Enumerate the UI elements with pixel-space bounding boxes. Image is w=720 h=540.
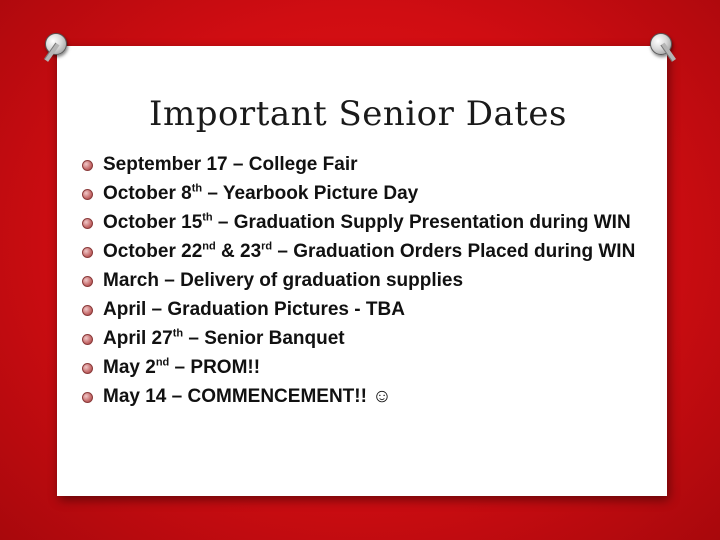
list-item: April 27th – Senior Banquet	[80, 326, 640, 352]
page-title: Important Senior Dates	[149, 94, 567, 134]
bullet-icon	[82, 392, 93, 403]
bullet-icon	[82, 247, 93, 258]
list-item: October 8th – Yearbook Picture Day	[80, 181, 640, 207]
list-item: September 17 – College Fair	[80, 152, 640, 178]
list-item: May 2nd – PROM!!	[80, 355, 640, 381]
bullet-icon	[82, 189, 93, 200]
list-item: April – Graduation Pictures - TBA	[80, 297, 640, 323]
bullet-icon	[82, 334, 93, 345]
bullet-icon	[82, 305, 93, 316]
bullet-icon	[82, 363, 93, 374]
list-item: October 22nd & 23rd – Graduation Orders Placed during WIN	[80, 239, 640, 265]
list-item: March – Delivery of graduation supplies	[80, 268, 640, 294]
bullet-icon	[82, 276, 93, 287]
pushpin-icon	[45, 33, 67, 55]
bullet-icon	[82, 218, 93, 229]
dates-list	[80, 152, 640, 413]
bullet-icon	[82, 160, 93, 171]
list-item: May 14 – COMMENCEMENT!! ☺	[80, 384, 640, 410]
pushpin-icon	[650, 33, 672, 55]
list-item: October 15th – Graduation Supply Presentation during WIN	[80, 210, 640, 236]
